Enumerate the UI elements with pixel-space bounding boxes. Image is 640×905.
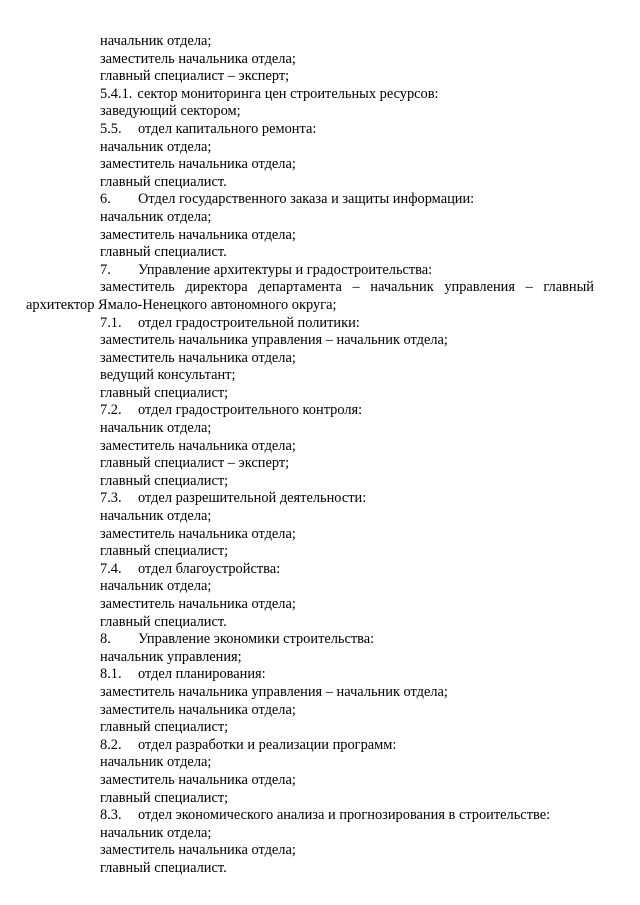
document-line	[100, 68, 594, 86]
line-text: заместитель начальника отдела;	[100, 842, 296, 859]
section-heading-line	[100, 315, 594, 333]
line-text: сектор мониторинга цен строительных ресурсов:	[137, 85, 439, 102]
line-text: заместитель начальника отдела;	[100, 437, 296, 454]
document-line	[100, 420, 594, 438]
document-line	[100, 227, 594, 245]
document-line	[100, 244, 594, 262]
line-text: отдел разрешительной деятельности:	[138, 490, 367, 507]
document-line	[100, 860, 594, 878]
line-text: Управление архитектуры и градостроительства:	[138, 261, 433, 278]
document-line	[100, 156, 594, 174]
document-line	[100, 649, 594, 667]
section-number: 7.1.	[100, 314, 122, 331]
document-line	[100, 825, 594, 843]
line-text: заместитель начальника управления – начальник отдела;	[100, 683, 448, 700]
line-text: заместитель начальника отдела;	[100, 596, 296, 612]
document-line	[100, 702, 594, 720]
line-text: главный специалист.	[100, 173, 227, 190]
line-text: отдел благоустройства:	[138, 560, 281, 577]
line-text: заместитель начальника отдела;	[100, 226, 296, 243]
document-line	[100, 543, 594, 561]
document-line	[100, 174, 594, 192]
line-text: отдел планирования:	[138, 666, 266, 683]
document-line	[100, 367, 594, 385]
document-line	[100, 438, 594, 456]
line-text: начальник отдела;	[100, 754, 212, 771]
section-number: 7.2.	[100, 402, 122, 419]
section-heading-line	[100, 191, 594, 209]
line-text: Отдел государственного заказа и защиты информации:	[138, 191, 475, 208]
document-body	[26, 33, 594, 878]
line-text: отдел капитального ремонта:	[138, 120, 317, 137]
line-text: главный специалист;	[100, 789, 229, 806]
section-heading-line	[100, 490, 594, 508]
document-line	[100, 614, 594, 632]
section-number: 8.3.	[100, 807, 122, 824]
section-number: 7.4.	[100, 560, 122, 577]
line-text: отдел экономического анализа и прогнозирования в строительстве:	[138, 807, 551, 824]
line-text: главный специалист – эксперт;	[100, 455, 290, 472]
document-line	[100, 508, 594, 526]
section-number: 8.1.	[100, 666, 122, 683]
document-line	[100, 209, 594, 227]
section-heading-line	[100, 86, 594, 104]
document-line	[100, 332, 594, 350]
section-heading-line	[100, 631, 594, 649]
line-text: начальник отдела;	[100, 33, 212, 49]
section-number: 5.5.	[100, 120, 122, 137]
line-text: отдел разработки и реализации программ:	[138, 736, 397, 753]
section-heading-line	[100, 666, 594, 684]
line-text: начальник отдела;	[100, 208, 212, 225]
line-text: главный специалист;	[100, 543, 229, 560]
document-line	[100, 719, 594, 737]
document-line	[100, 526, 594, 544]
document-line	[100, 455, 594, 473]
line-text: отдел градостроительной политики:	[138, 314, 360, 331]
section-heading-line	[100, 402, 594, 420]
line-text: главный специалист;	[100, 384, 229, 401]
line-text: заместитель начальника отдела;	[100, 349, 296, 366]
section-number: 8.	[100, 631, 111, 648]
line-text: главный специалист.	[100, 613, 227, 630]
document-line	[100, 842, 594, 860]
document-line	[100, 596, 594, 614]
section-number: 8.2.	[100, 736, 122, 753]
line-text: заместитель начальника отдела;	[100, 771, 296, 788]
section-heading-line	[100, 262, 594, 280]
line-text: начальник отдела;	[100, 138, 212, 155]
document-line	[100, 684, 594, 702]
line-text: главный специалист;	[100, 719, 229, 736]
document-line	[100, 385, 594, 403]
document-line	[100, 772, 594, 790]
line-text: Управление экономики строительства:	[138, 631, 375, 648]
line-text: ведущий консультант;	[100, 367, 236, 384]
line-text: начальник отдела;	[100, 420, 212, 437]
line-text: начальник управления;	[100, 648, 242, 665]
line-text: заместитель начальника управления – начальник отдела;	[100, 332, 448, 349]
document-line	[100, 139, 594, 157]
line-text: отдел градостроительного контроля:	[138, 402, 363, 419]
document-line	[100, 578, 594, 596]
document-line	[100, 790, 594, 808]
section-number: 7.	[100, 261, 111, 278]
section-heading-line	[100, 121, 594, 139]
document-line	[100, 103, 594, 121]
line-text: главный специалист.	[100, 859, 227, 876]
line-text: заместитель начальника отдела;	[100, 156, 296, 173]
section-number: 5.4.1.	[100, 85, 133, 102]
document-line	[26, 279, 594, 314]
line-text: начальник отдела;	[100, 824, 212, 841]
section-number: 6.	[100, 191, 111, 208]
line-text: заместитель начальника отдела;	[100, 50, 296, 67]
line-text: заведующий сектором;	[100, 103, 241, 120]
line-text: начальник отдела;	[100, 578, 212, 595]
line-text: главный специалист;	[100, 472, 229, 489]
line-text: главный специалист.	[100, 244, 227, 261]
document-line	[100, 473, 594, 491]
document-line	[100, 33, 594, 51]
section-number: 7.3.	[100, 490, 122, 507]
document-line	[100, 350, 594, 368]
section-heading-line	[100, 807, 594, 825]
section-heading-line	[100, 561, 594, 579]
line-text: начальник отдела;	[100, 508, 212, 525]
line-text: заместитель начальника отдела;	[100, 525, 296, 542]
line-text: заместитель директора департамента – начальник управления – главный архитектор Ямало-Ненецкого автономного округа;	[26, 279, 594, 313]
line-text: главный специалист – эксперт;	[100, 68, 290, 85]
line-text: заместитель начальника отдела;	[100, 701, 296, 718]
section-heading-line	[100, 737, 594, 755]
document-line	[100, 51, 594, 69]
document-line	[100, 754, 594, 772]
